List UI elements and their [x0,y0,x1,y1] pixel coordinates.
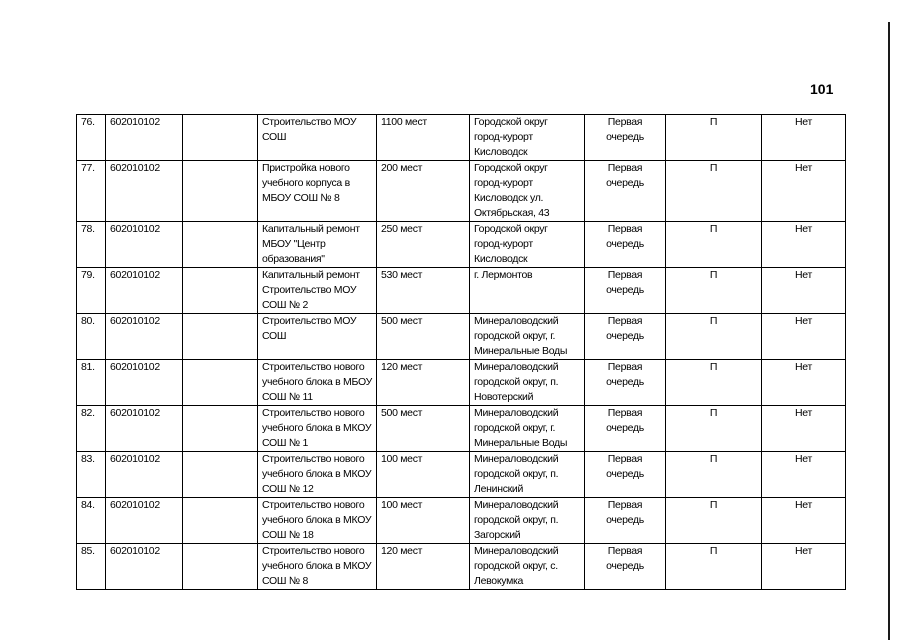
empty-cell [183,222,258,268]
location-cell-line: Левокумка [474,575,524,587]
queue-cell-line: Первая [607,545,643,557]
location-cell [470,161,585,222]
object-name-cell-line: учебного блока в МКОУ [262,514,372,526]
location-cell-line: Минераловодский [474,499,559,511]
queue-cell [585,498,666,544]
object-name-cell-line: СОШ № 18 [262,529,314,541]
row-number-cell: 78. [77,222,106,268]
location-cell-line: Кисловодск [474,253,528,265]
table-row [77,222,846,268]
type-cell: П [666,452,762,498]
location-cell-line: городской округ, с. [474,560,558,572]
queue-cell-line: Первая [607,116,643,128]
row-number-cell: 80. [77,314,106,360]
object-name-cell-line: Строительство нового [262,545,365,557]
budget-code-cell: 602010102 [106,498,183,544]
flag-cell: Нет [762,360,846,406]
location-cell [470,268,585,314]
queue-cell [585,452,666,498]
object-name-cell-line: СОШ № 8 [262,575,308,587]
queue-cell-line: Первая [607,453,643,465]
capacity-cell: 100 мест [377,452,470,498]
object-name-cell-line: Капитальный ремонт [262,223,360,235]
table-row [77,268,846,314]
object-name-cell-line: СОШ [262,330,287,342]
object-name-cell-line: учебного корпуса в [262,177,350,189]
table-row [77,406,846,452]
budget-code-cell: 602010102 [106,360,183,406]
type-cell: П [666,498,762,544]
location-cell-line: город-курорт [474,131,533,143]
table-row [77,115,846,161]
object-name-cell-line: Строительство нового [262,453,365,465]
flag-cell: Нет [762,314,846,360]
budget-code-cell: 602010102 [106,161,183,222]
object-name-cell-line: Строительство МОУ [262,116,357,128]
type-cell: П [666,314,762,360]
location-cell-line: Октябрьская, 43 [474,207,550,219]
queue-cell-line: очередь [606,468,644,480]
capacity-cell: 120 мест [377,544,470,590]
location-cell [470,452,585,498]
queue-cell [585,406,666,452]
table-row [77,314,846,360]
location-cell-line: Кисловодск [474,146,528,158]
empty-cell [183,544,258,590]
budget-code-cell: 602010102 [106,314,183,360]
object-name-cell-line: учебного блока в МКОУ [262,468,372,480]
location-cell-line: Загорский [474,529,521,541]
location-cell [470,406,585,452]
queue-cell-line: Первая [607,499,643,511]
location-cell-line: Минераловодский [474,453,559,465]
table-row [77,498,846,544]
object-name-cell-line: СОШ № 11 [262,391,313,403]
location-cell-line: городской округ, п. [474,468,559,480]
table-row [77,360,846,406]
budget-code-cell: 602010102 [106,222,183,268]
row-number-cell: 82. [77,406,106,452]
object-name-cell-line: учебного блока в МКОУ [262,560,372,572]
row-number-cell: 81. [77,360,106,406]
capacity-cell: 500 мест [377,314,470,360]
queue-cell-line: Первая [607,162,643,174]
queue-cell-line: очередь [606,177,644,189]
empty-cell [183,452,258,498]
object-name-cell-line: Строительство нового [262,499,365,511]
object-name-cell-line: СОШ № 1 [262,437,308,449]
capacity-cell: 250 мест [377,222,470,268]
location-cell-line: Новотерский [474,391,534,403]
object-name-cell-line: Капитальный ремонт [262,269,360,281]
queue-cell [585,360,666,406]
queue-cell-line: очередь [606,330,644,342]
registry-table [76,114,846,590]
object-name-cell [258,115,377,161]
object-name-cell [258,406,377,452]
page-edge-rule [888,22,890,640]
queue-cell-line: очередь [606,376,644,388]
empty-cell [183,268,258,314]
location-cell-line: городской округ, п. [474,514,559,526]
queue-cell-line: очередь [606,560,644,572]
flag-cell: Нет [762,115,846,161]
location-cell-line: городской округ, г. [474,330,556,342]
flag-cell: Нет [762,222,846,268]
row-number-cell: 76. [77,115,106,161]
queue-cell [585,161,666,222]
flag-cell: Нет [762,544,846,590]
empty-cell [183,161,258,222]
flag-cell: Нет [762,161,846,222]
registry-table-body [77,115,846,590]
queue-cell-line: очередь [606,514,644,526]
object-name-cell-line: Пристройка нового [262,162,350,174]
queue-cell [585,268,666,314]
budget-code-cell: 602010102 [106,544,183,590]
empty-cell [183,314,258,360]
location-cell [470,222,585,268]
queue-cell-line: Первая [607,223,643,235]
queue-cell [585,544,666,590]
location-cell-line: Кисловодск ул. [474,192,544,204]
flag-cell: Нет [762,452,846,498]
type-cell: П [666,161,762,222]
object-name-cell-line: МБОУ "Центр [262,238,326,250]
object-name-cell-line: МБОУ СОШ № 8 [262,192,340,204]
object-name-cell [258,452,377,498]
location-cell-line: городской округ, п. [474,376,559,388]
flag-cell: Нет [762,498,846,544]
row-number-cell: 83. [77,452,106,498]
object-name-cell [258,360,377,406]
queue-cell [585,314,666,360]
table-row [77,161,846,222]
object-name-cell-line: СОШ № 12 [262,483,314,495]
type-cell: П [666,222,762,268]
empty-cell [183,360,258,406]
queue-cell-line: Первая [607,361,643,373]
location-cell-line: г. Лермонтов [474,269,533,281]
location-cell-line: Минераловодский [474,545,559,557]
type-cell: П [666,360,762,406]
location-cell-line: Минераловодский [474,361,559,373]
capacity-cell: 500 мест [377,406,470,452]
object-name-cell [258,314,377,360]
queue-cell [585,222,666,268]
type-cell: П [666,544,762,590]
location-cell [470,544,585,590]
table-row [77,452,846,498]
location-cell-line: городской округ, г. [474,422,556,434]
type-cell: П [666,115,762,161]
location-cell-line: Городской округ [474,162,548,174]
object-name-cell [258,161,377,222]
object-name-cell [258,268,377,314]
location-cell-line: город-курорт [474,177,533,189]
queue-cell-line: Первая [607,269,643,281]
flag-cell: Нет [762,268,846,314]
object-name-cell-line: СОШ [262,131,287,143]
queue-cell [585,115,666,161]
queue-cell-line: Первая [607,315,643,327]
type-cell: П [666,268,762,314]
location-cell [470,314,585,360]
capacity-cell: 120 мест [377,360,470,406]
location-cell [470,360,585,406]
queue-cell-line: Первая [607,407,643,419]
capacity-cell: 200 мест [377,161,470,222]
object-name-cell-line: Строительство нового [262,407,365,419]
location-cell-line: Минераловодский [474,315,559,327]
object-name-cell-line: Строительство МОУ [262,284,357,296]
queue-cell-line: очередь [606,422,644,434]
flag-cell: Нет [762,406,846,452]
empty-cell [183,115,258,161]
object-name-cell-line: СОШ № 2 [262,299,308,311]
location-cell [470,115,585,161]
row-number-cell: 84. [77,498,106,544]
type-cell: П [666,406,762,452]
object-name-cell [258,544,377,590]
object-name-cell-line: учебного блока в МБОУ [262,376,372,388]
budget-code-cell: 602010102 [106,115,183,161]
location-cell-line: Городской округ [474,116,548,128]
location-cell-line: Городской округ [474,223,548,235]
capacity-cell: 1100 мест [377,115,470,161]
table-row [77,544,846,590]
queue-cell-line: очередь [606,238,644,250]
budget-code-cell: 602010102 [106,406,183,452]
row-number-cell: 77. [77,161,106,222]
object-name-cell-line: учебного блока в МКОУ [262,422,372,434]
location-cell-line: Минеральные Воды [474,437,568,449]
empty-cell [183,406,258,452]
budget-code-cell: 602010102 [106,268,183,314]
empty-cell [183,498,258,544]
page-number: 101 [810,81,834,97]
location-cell [470,498,585,544]
object-name-cell [258,222,377,268]
location-cell-line: Ленинский [474,483,524,495]
budget-code-cell: 602010102 [106,452,183,498]
object-name-cell-line: Строительство МОУ [262,315,357,327]
location-cell-line: Минераловодский [474,407,559,419]
row-number-cell: 85. [77,544,106,590]
row-number-cell: 79. [77,268,106,314]
object-name-cell-line: Строительство нового [262,361,365,373]
queue-cell-line: очередь [606,131,644,143]
location-cell-line: Минеральные Воды [474,345,568,357]
object-name-cell [258,498,377,544]
location-cell-line: город-курорт [474,238,533,250]
capacity-cell: 100 мест [377,498,470,544]
object-name-cell-line: образования" [262,253,325,265]
queue-cell-line: очередь [606,284,644,296]
capacity-cell: 530 мест [377,268,470,314]
